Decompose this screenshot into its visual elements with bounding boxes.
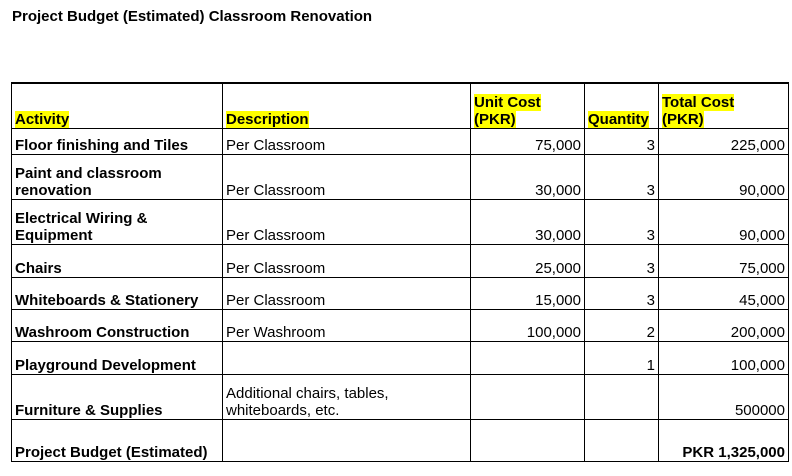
cell-description: Per Classroom (223, 277, 471, 309)
cell-total-cost: 90,000 (659, 199, 789, 244)
cell-quantity (585, 419, 659, 461)
cell-quantity: 2 (585, 309, 659, 341)
cell-description: Per Classroom (223, 128, 471, 154)
cell-activity: Washroom Construction (12, 309, 223, 341)
total-label: Project Budget (Estimated) (12, 419, 223, 461)
cell-total-cost: 90,000 (659, 154, 789, 199)
cell-total-cost: 500000 (659, 374, 789, 419)
cell-quantity: 1 (585, 341, 659, 374)
cell-activity: Electrical Wiring & Equipment (12, 199, 223, 244)
table-row (12, 309, 789, 341)
table-total-row (12, 419, 789, 461)
header-description: Description (223, 83, 471, 128)
table-row (12, 154, 789, 199)
table-row (12, 199, 789, 244)
cell-quantity (585, 374, 659, 419)
cell-activity: Whiteboards & Stationery (12, 277, 223, 309)
header-total-cost: Total Cost (PKR) (659, 83, 789, 128)
cell-description: Per Classroom (223, 154, 471, 199)
cell-unit-cost (471, 341, 585, 374)
table-row (12, 341, 789, 374)
cell-unit-cost: 15,000 (471, 277, 585, 309)
cell-description: Per Classroom (223, 199, 471, 244)
cell-total-cost: 200,000 (659, 309, 789, 341)
total-value: PKR 1,325,000 (659, 419, 789, 461)
cell-unit-cost: 100,000 (471, 309, 585, 341)
cell-quantity: 3 (585, 244, 659, 277)
table-row (12, 128, 789, 154)
cell-quantity: 3 (585, 277, 659, 309)
cell-activity: Furniture & Supplies (12, 374, 223, 419)
header-activity: Activity (12, 83, 223, 128)
cell-description: Per Classroom (223, 244, 471, 277)
cell-description: Per Washroom (223, 309, 471, 341)
cell-quantity: 3 (585, 128, 659, 154)
budget-table (11, 82, 789, 462)
cell-total-cost: 75,000 (659, 244, 789, 277)
header-unit-cost: Unit Cost (PKR) (471, 83, 585, 128)
table-row (12, 277, 789, 309)
cell-unit-cost: 30,000 (471, 199, 585, 244)
cell-unit-cost (471, 374, 585, 419)
cell-unit-cost: 30,000 (471, 154, 585, 199)
cell-quantity: 3 (585, 199, 659, 244)
cell-total-cost: 45,000 (659, 277, 789, 309)
table-row (12, 244, 789, 277)
cell-quantity: 3 (585, 154, 659, 199)
cell-unit-cost: 25,000 (471, 244, 585, 277)
cell-unit-cost (471, 419, 585, 461)
cell-activity: Playground Development (12, 341, 223, 374)
table-row (12, 374, 789, 419)
cell-total-cost: 225,000 (659, 128, 789, 154)
cell-total-cost: 100,000 (659, 341, 789, 374)
document-title: Project Budget (Estimated) Classroom Renovation (12, 8, 373, 25)
cell-activity: Chairs (12, 244, 223, 277)
header-quantity: Quantity (585, 83, 659, 128)
cell-description: Additional chairs, tables, whiteboards, etc. (223, 374, 471, 419)
cell-activity: Paint and classroom renovation (12, 154, 223, 199)
cell-unit-cost: 75,000 (471, 128, 585, 154)
table-header-row (12, 83, 789, 128)
cell-description (223, 341, 471, 374)
cell-activity: Floor finishing and Tiles (12, 128, 223, 154)
cell-description (223, 419, 471, 461)
